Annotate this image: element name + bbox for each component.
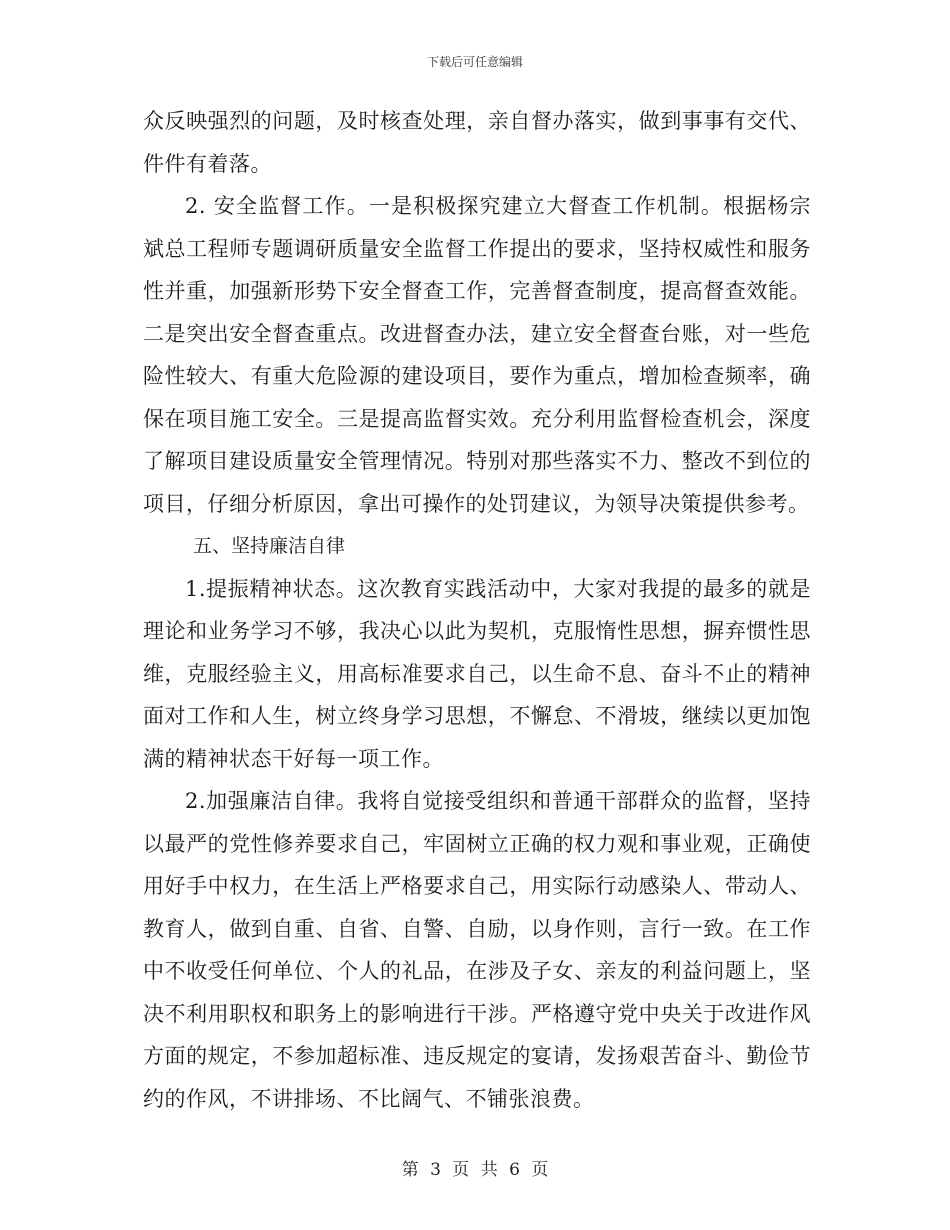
paragraph-safety-supervision: 2. 安全监督工作。一是积极探究建立大督查工作机制。根据杨宗斌总工程师专题调研质量安全监督工作提出的要求，坚持权威性和服务性并重，加强新形势下安全督查工作，完善督查制度，提高督查效能。二是突出安全督查重点。改进督查办法，建立安全督查台账，对一些危险性较大、有重大危险源的建设项目，要作为重点，增加检查频率，确保在项目施工安全。三是提高监督实效。充分利用监督检查机会，深度了解项目建设质量安全管理情况。特别对那些落实不力、整改不到位的项目，仔细分析原因，拿出可操作的处罚建议，为领导决策提供参考。: [143, 194, 811, 516]
paragraph-continued: 众反映强烈的问题，及时核查处理，亲自督办落实，做到事事有交代、件件有着落。: [143, 109, 811, 176]
page-number: 第 3 页 共 6 页: [401, 1160, 549, 1180]
document-body: [143, 100, 811, 1120]
page-header: 下载后可任意编辑: [426, 55, 523, 69]
section-heading: 五、坚持廉洁自律: [193, 535, 346, 557]
paragraph-spirit: 1.提振精神状态。这次教育实践活动中，大家对我提的最多的就是理论和业务学习不够，我决心以此为契机，克服惰性思想，摒弃惯性思维，克服经验主义，用高标准要求自己，以生命不息、奋斗不止的精神面对工作和人生，树立终身学习思想，不懈怠、不滑坡，继续以更加饱满的精神状态干好每一项工作。: [143, 576, 811, 771]
paragraph-integrity: 2.加强廉洁自律。我将自觉接受组织和普通干部群众的监督，坚持以最严的党性修养要求自己，牢固树立正确的权力观和事业观，正确使用好手中权力，在生活上严格要求自己，用实际行动感染人、带动人、教育人，做到自重、自省、自警、自励，以身作则，言行一致。在工作中不收受任何单位、个人的礼品，在涉及子女、亲友的利益问题上，坚决不利用职权和职务上的影响进行干涉。严格遵守党中央关于改进作风方面的规定，不参加超标准、违反规定的宴请，发扬艰苦奋斗、勤俭节约的作风，不讲排场、不比阔气、不铺张浪费。: [143, 789, 811, 1111]
